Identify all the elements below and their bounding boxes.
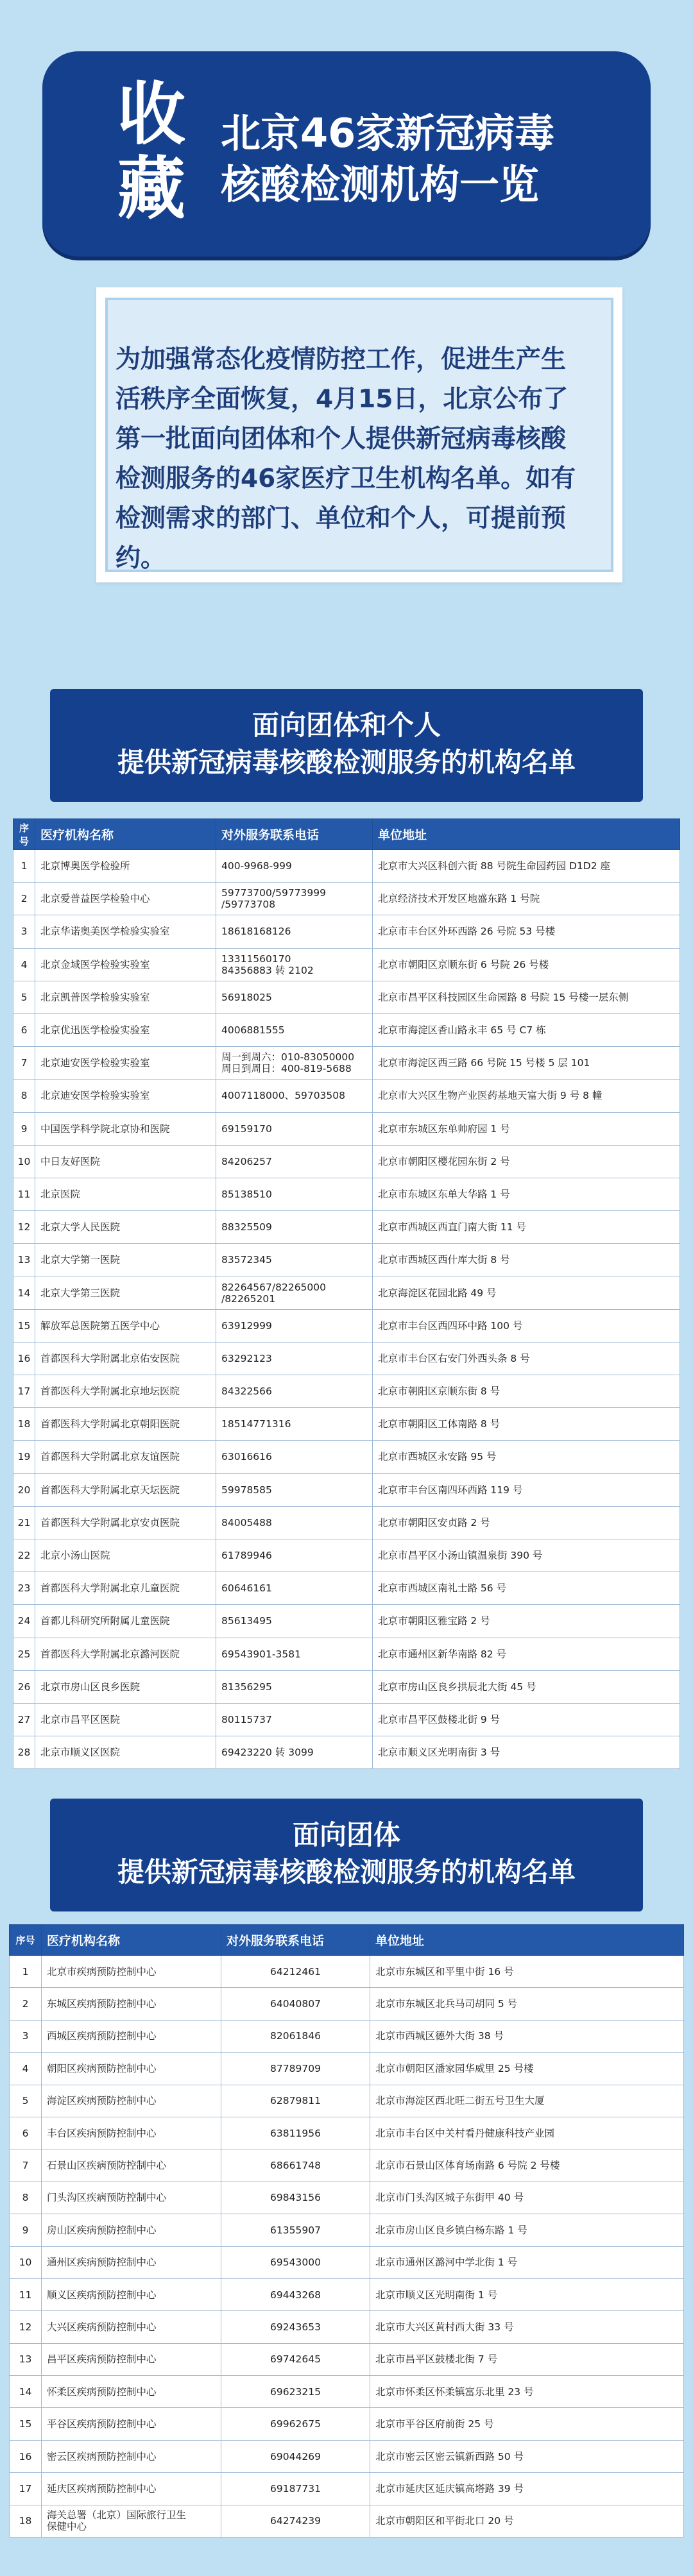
contact-phone: 84322566 — [216, 1375, 373, 1408]
row-number: 24 — [13, 1605, 35, 1638]
contact-phone: 84005488 — [216, 1506, 373, 1539]
institution-name: 首都医科大学附属北京地坛医院 — [35, 1375, 216, 1408]
institution-name: 首都医科大学附属北京天坛医院 — [35, 1473, 216, 1506]
row-number: 16 — [10, 2440, 42, 2472]
section2-title-line2: 提供新冠病毒核酸检测服务的机构名单 — [117, 1856, 576, 1888]
section1-table — [13, 818, 680, 1769]
row-number: 11 — [10, 2278, 42, 2310]
institution-name: 北京金域医学检验实验室 — [35, 948, 216, 981]
row-number: 6 — [10, 2117, 42, 2149]
table-row — [10, 2311, 684, 2343]
intro-text: 为加强常态化疫情防控工作，促进生产生活秩序全面恢复，4月15日，北京公布了第一批面向团体和个人提供新冠病毒核酸检测服务的46家医疗卫生机构名单。如有检测需求的部门、单位和个人，可提前预约。 — [116, 345, 576, 573]
table-row — [10, 2053, 684, 2085]
row-number: 18 — [10, 2505, 42, 2537]
contact-phone: 69543000 — [221, 2246, 370, 2278]
institution-name: 北京大学第一医院 — [35, 1244, 216, 1276]
row-number: 11 — [13, 1178, 35, 1210]
contact-phone: 59978585 — [216, 1473, 373, 1506]
header-address: 单位地址 — [373, 819, 680, 850]
institution-name: 房山区疾病预防控制中心 — [42, 2214, 221, 2246]
address: 北京市西城区南礼士路 56 号 — [373, 1572, 680, 1605]
header-address: 单位地址 — [370, 1925, 684, 1956]
header-no: 序号 — [10, 1925, 42, 1956]
address: 北京市顺义区光明南街 3 号 — [373, 1736, 680, 1769]
institution-name: 北京华诺奥美医学检验实验室 — [35, 915, 216, 948]
contact-phone: 69843156 — [221, 2182, 370, 2214]
row-number: 12 — [10, 2311, 42, 2343]
contact-phone: 64040807 — [221, 1988, 370, 2020]
table-row — [13, 1638, 680, 1670]
row-number: 2 — [10, 1988, 42, 2020]
table-row — [10, 2117, 684, 2149]
institution-name: 平谷区疾病预防控制中心 — [42, 2408, 221, 2440]
section2-table — [9, 1924, 684, 2538]
contact-phone: 63811956 — [221, 2117, 370, 2149]
contact-phone: 18618168126 — [216, 915, 373, 948]
table-row — [13, 1342, 680, 1375]
row-number: 4 — [10, 2053, 42, 2085]
address: 北京市海淀区西三路 66 号院 15 号楼 5 层 101 — [373, 1047, 680, 1080]
address: 北京市门头沟区城子东街甲 40 号 — [370, 2182, 684, 2214]
row-number: 5 — [13, 981, 35, 1013]
institution-name: 顺义区疾病预防控制中心 — [42, 2278, 221, 2310]
contact-phone: 69962675 — [221, 2408, 370, 2440]
row-number: 3 — [10, 2020, 42, 2052]
table-row — [13, 1080, 680, 1112]
table-row — [10, 2020, 684, 2052]
section1-title-line1: 面向团体和个人 — [252, 709, 441, 741]
contact-phone: 63912999 — [216, 1309, 373, 1342]
table-row — [10, 2182, 684, 2214]
contact-phone: 69187731 — [221, 2473, 370, 2505]
address: 北京市石景山区体育场南路 6 号院 2 号楼 — [370, 2149, 684, 2182]
row-number: 10 — [10, 2246, 42, 2278]
address: 北京市朝阳区工体南路 8 号 — [373, 1408, 680, 1441]
contact-phone: 59773700/59773999 /59773708 — [216, 883, 373, 915]
contact-phone: 82061846 — [221, 2020, 370, 2052]
page-title-line1: 北京46家新冠病毒 — [221, 110, 555, 157]
address: 北京市西城区永安路 95 号 — [373, 1441, 680, 1473]
contact-phone: 69423220 转 3099 — [216, 1736, 373, 1769]
contact-phone: 周一到周六：010-83050000 周日到周日：400-819-5688 — [216, 1047, 373, 1080]
address: 北京市朝阳区和平街北口 20 号 — [370, 2505, 684, 2537]
contact-phone: 85138510 — [216, 1178, 373, 1210]
row-number: 2 — [13, 883, 35, 915]
table-row — [13, 1572, 680, 1605]
institution-name: 首都儿科研究所附属儿童医院 — [35, 1605, 216, 1638]
address: 北京市密云区密云镇新西路 50 号 — [370, 2440, 684, 2472]
contact-phone: 69443268 — [221, 2278, 370, 2310]
header-name: 医疗机构名称 — [35, 819, 216, 850]
institution-name: 北京医院 — [35, 1178, 216, 1210]
contact-phone: 63016616 — [216, 1441, 373, 1473]
table-row — [10, 2408, 684, 2440]
contact-phone: 68661748 — [221, 2149, 370, 2182]
row-number: 4 — [13, 948, 35, 981]
address: 北京市通州区潞河中学北街 1 号 — [370, 2246, 684, 2278]
institution-name: 丰台区疾病预防控制中心 — [42, 2117, 221, 2149]
section1-table-body — [13, 850, 680, 1769]
table-header-row — [13, 819, 680, 850]
row-number: 28 — [13, 1736, 35, 1769]
contact-phone: 60646161 — [216, 1572, 373, 1605]
institution-name: 北京市房山区良乡医院 — [35, 1670, 216, 1703]
institution-name: 北京大学第三医院 — [35, 1276, 216, 1309]
row-number: 17 — [13, 1375, 35, 1408]
table-row — [13, 948, 680, 981]
table-row — [13, 981, 680, 1013]
row-number: 20 — [13, 1473, 35, 1506]
address: 北京市平谷区府前街 25 号 — [370, 2408, 684, 2440]
contact-phone: 82264567/82265000 /82265201 — [216, 1276, 373, 1309]
address: 北京市东城区东单大华路 1 号 — [373, 1178, 680, 1210]
table-row — [13, 1276, 680, 1309]
institution-name: 首都医科大学附属北京潞河医院 — [35, 1638, 216, 1670]
institution-name: 北京迪安医学检验实验室 — [35, 1080, 216, 1112]
section1-title-line2: 提供新冠病毒核酸检测服务的机构名单 — [117, 747, 576, 778]
institution-name: 北京市昌平区医院 — [35, 1703, 216, 1736]
address: 北京市朝阳区樱花园东街 2 号 — [373, 1145, 680, 1178]
row-number: 3 — [13, 915, 35, 948]
table-row — [10, 2505, 684, 2537]
table-row — [13, 850, 680, 883]
address: 北京市房山区良乡镇白杨东路 1 号 — [370, 2214, 684, 2246]
table-row — [13, 883, 680, 915]
table-row — [13, 1473, 680, 1506]
header-phone: 对外服务联系电话 — [216, 819, 373, 850]
institution-name: 北京博奥医学检验所 — [35, 850, 216, 883]
table-row — [10, 1988, 684, 2020]
table-row — [13, 1375, 680, 1408]
table-row — [10, 2343, 684, 2375]
address: 北京海淀区花园北路 49 号 — [373, 1276, 680, 1309]
section2-table-body — [10, 1956, 684, 2538]
page-title — [221, 108, 631, 210]
header-no: 序号 — [13, 819, 35, 850]
contact-phone: 4007118000、59703508 — [216, 1080, 373, 1112]
address: 北京市房山区良乡拱辰北大街 45 号 — [373, 1670, 680, 1703]
contact-phone: 69543901-3581 — [216, 1638, 373, 1670]
table-row — [13, 1736, 680, 1769]
row-number: 1 — [13, 850, 35, 883]
institution-name: 首都医科大学附属北京儿童医院 — [35, 1572, 216, 1605]
institution-name: 北京迪安医学检验实验室 — [35, 1047, 216, 1080]
institution-name: 东城区疾病预防控制中心 — [42, 1988, 221, 2020]
address: 北京市昌平区小汤山镇温泉街 390 号 — [373, 1539, 680, 1572]
institution-name: 首都医科大学附属北京友谊医院 — [35, 1441, 216, 1473]
row-number: 14 — [13, 1276, 35, 1309]
address: 北京市朝阳区潘家园华威里 25 号楼 — [370, 2053, 684, 2085]
institution-name: 石景山区疾病预防控制中心 — [42, 2149, 221, 2182]
row-number: 27 — [13, 1703, 35, 1736]
address: 北京市延庆区延庆镇高塔路 39 号 — [370, 2473, 684, 2505]
institution-name: 北京市疾病预防控制中心 — [42, 1956, 221, 1988]
section2-banner — [50, 1799, 643, 1911]
table-row — [10, 2473, 684, 2505]
address: 北京市西城区西什库大街 8 号 — [373, 1244, 680, 1276]
table-row — [10, 2214, 684, 2246]
collect-badge-line1: 收 — [117, 74, 185, 154]
row-number: 26 — [13, 1670, 35, 1703]
institution-name: 海关总署（北京）国际旅行卫生 保健中心 — [42, 2505, 221, 2537]
table-header-row — [10, 1925, 684, 1956]
address: 北京市昌平区鼓楼北街 7 号 — [370, 2343, 684, 2375]
row-number: 9 — [10, 2214, 42, 2246]
contact-phone: 81356295 — [216, 1670, 373, 1703]
row-number: 14 — [10, 2376, 42, 2408]
address: 北京市通州区新华南路 82 号 — [373, 1638, 680, 1670]
contact-phone: 69623215 — [221, 2376, 370, 2408]
institution-name: 北京凯普医学检验实验室 — [35, 981, 216, 1013]
row-number: 21 — [13, 1506, 35, 1539]
address: 北京市昌平区科技园区生命园路 8 号院 15 号楼一层东侧 — [373, 981, 680, 1013]
address: 北京市东城区北兵马司胡同 5 号 — [370, 1988, 684, 2020]
section2-title-line1: 面向团体 — [292, 1819, 400, 1851]
address: 北京市朝阳区京顺东街 6 号院 26 号楼 — [373, 948, 680, 981]
table-row — [13, 1145, 680, 1178]
address: 北京市昌平区鼓楼北街 9 号 — [373, 1703, 680, 1736]
row-number: 6 — [13, 1013, 35, 1046]
institution-name: 密云区疾病预防控制中心 — [42, 2440, 221, 2472]
contact-phone: 80115737 — [216, 1703, 373, 1736]
address: 北京市东城区和平里中街 16 号 — [370, 1956, 684, 1988]
address: 北京市大兴区生物产业医药基地天富大街 9 号 8 幢 — [373, 1080, 680, 1112]
row-number: 7 — [10, 2149, 42, 2182]
row-number: 15 — [13, 1309, 35, 1342]
address: 北京市朝阳区京顺东街 8 号 — [373, 1375, 680, 1408]
institution-name: 北京小汤山医院 — [35, 1539, 216, 1572]
address: 北京市丰台区南四环西路 119 号 — [373, 1473, 680, 1506]
address: 北京市丰台区中关村看丹健康科技产业园 — [370, 2117, 684, 2149]
contact-phone: 64274239 — [221, 2505, 370, 2537]
contact-phone: 62879811 — [221, 2085, 370, 2117]
table-row — [10, 2246, 684, 2278]
address: 北京市丰台区西四环中路 100 号 — [373, 1309, 680, 1342]
contact-phone: 56918025 — [216, 981, 373, 1013]
row-number: 13 — [13, 1244, 35, 1276]
institution-name: 首都医科大学附属北京安贞医院 — [35, 1506, 216, 1539]
institution-name: 北京爱普益医学检验中心 — [35, 883, 216, 915]
address: 北京市朝阳区安贞路 2 号 — [373, 1506, 680, 1539]
address: 北京市怀柔区怀柔镇富乐北里 23 号 — [370, 2376, 684, 2408]
table-row — [13, 1211, 680, 1244]
address: 北京市西城区西直门南大街 11 号 — [373, 1211, 680, 1244]
address: 北京市丰台区右安门外西头条 8 号 — [373, 1342, 680, 1375]
institution-name: 北京大学人民医院 — [35, 1211, 216, 1244]
institution-name: 通州区疾病预防控制中心 — [42, 2246, 221, 2278]
institution-name: 朝阳区疾病预防控制中心 — [42, 2053, 221, 2085]
address: 北京市海淀区香山路永丰 65 号 C7 栋 — [373, 1013, 680, 1046]
contact-phone: 61355907 — [221, 2214, 370, 2246]
row-number: 9 — [13, 1112, 35, 1145]
row-number: 15 — [10, 2408, 42, 2440]
table-row — [10, 1956, 684, 1988]
table-row — [10, 2440, 684, 2472]
row-number: 23 — [13, 1572, 35, 1605]
row-number: 18 — [13, 1408, 35, 1441]
row-number: 8 — [10, 2182, 42, 2214]
contact-phone: 87789709 — [221, 2053, 370, 2085]
contact-phone: 88325509 — [216, 1211, 373, 1244]
institution-name: 海淀区疾病预防控制中心 — [42, 2085, 221, 2117]
table-row — [13, 1244, 680, 1276]
address: 北京市朝阳区雅宝路 2 号 — [373, 1605, 680, 1638]
contact-phone: 69159170 — [216, 1112, 373, 1145]
row-number: 25 — [13, 1638, 35, 1670]
institution-name: 怀柔区疾病预防控制中心 — [42, 2376, 221, 2408]
contact-phone: 83572345 — [216, 1244, 373, 1276]
address: 北京市海淀区西北旺二街五号卫生大厦 — [370, 2085, 684, 2117]
table-row — [13, 1605, 680, 1638]
contact-phone: 4006881555 — [216, 1013, 373, 1046]
contact-phone: 13311560170 84356883 转 2102 — [216, 948, 373, 981]
row-number: 10 — [13, 1145, 35, 1178]
table-row — [10, 2278, 684, 2310]
institution-name: 首都医科大学附属北京朝阳医院 — [35, 1408, 216, 1441]
table-row — [13, 1408, 680, 1441]
address: 北京市丰台区外环西路 26 号院 53 号楼 — [373, 915, 680, 948]
table-row — [13, 1670, 680, 1703]
collect-badge-line2: 藏 — [117, 148, 185, 228]
institution-name: 昌平区疾病预防控制中心 — [42, 2343, 221, 2375]
table-row — [13, 1047, 680, 1080]
row-number: 16 — [13, 1342, 35, 1375]
header-banner — [42, 51, 651, 257]
institution-name: 大兴区疾病预防控制中心 — [42, 2311, 221, 2343]
page-title-line2: 核酸检测机构一览 — [221, 161, 540, 208]
table-row — [13, 1112, 680, 1145]
table-row — [13, 1013, 680, 1046]
contact-phone: 85613495 — [216, 1605, 373, 1638]
row-number: 8 — [13, 1080, 35, 1112]
contact-phone: 61789946 — [216, 1539, 373, 1572]
institution-name: 解放军总医院第五医学中心 — [35, 1309, 216, 1342]
header-phone: 对外服务联系电话 — [221, 1925, 370, 1956]
collect-badge — [107, 74, 196, 228]
table-row — [13, 1178, 680, 1210]
table-row — [13, 1506, 680, 1539]
contact-phone: 63292123 — [216, 1342, 373, 1375]
contact-phone: 400-9968-999 — [216, 850, 373, 883]
address: 北京市顺义区光明南街 1 号 — [370, 2278, 684, 2310]
institution-name: 首都医科大学附属北京佑安医院 — [35, 1342, 216, 1375]
row-number: 12 — [13, 1211, 35, 1244]
table-row — [13, 915, 680, 948]
address: 北京市西城区德外大街 38 号 — [370, 2020, 684, 2052]
institution-name: 北京优迅医学检验实验室 — [35, 1013, 216, 1046]
table-row — [13, 1703, 680, 1736]
contact-phone: 69044269 — [221, 2440, 370, 2472]
row-number: 5 — [10, 2085, 42, 2117]
row-number: 7 — [13, 1047, 35, 1080]
table-row — [10, 2376, 684, 2408]
contact-phone: 69243653 — [221, 2311, 370, 2343]
row-number: 17 — [10, 2473, 42, 2505]
row-number: 13 — [10, 2343, 42, 2375]
contact-phone: 18514771316 — [216, 1408, 373, 1441]
contact-phone: 64212461 — [221, 1956, 370, 1988]
contact-phone: 84206257 — [216, 1145, 373, 1178]
address: 北京市东城区东单帅府园 1 号 — [373, 1112, 680, 1145]
institution-name: 门头沟区疾病预防控制中心 — [42, 2182, 221, 2214]
row-number: 1 — [10, 1956, 42, 1988]
header-name: 医疗机构名称 — [42, 1925, 221, 1956]
institution-name: 北京市顺义区医院 — [35, 1736, 216, 1769]
table-row — [10, 2085, 684, 2117]
table-row — [10, 2149, 684, 2182]
section1-banner — [50, 689, 643, 802]
table-row — [13, 1441, 680, 1473]
row-number: 19 — [13, 1441, 35, 1473]
address: 北京市大兴区黄村西大街 33 号 — [370, 2311, 684, 2343]
table-row — [13, 1539, 680, 1572]
institution-name: 中国医学科学院北京协和医院 — [35, 1112, 216, 1145]
contact-phone: 69742645 — [221, 2343, 370, 2375]
address: 北京市大兴区科创六街 88 号院生命园药园 D1D2 座 — [373, 850, 680, 883]
table-row — [13, 1309, 680, 1342]
institution-name: 西城区疾病预防控制中心 — [42, 2020, 221, 2052]
institution-name: 中日友好医院 — [35, 1145, 216, 1178]
row-number: 22 — [13, 1539, 35, 1572]
institution-name: 延庆区疾病预防控制中心 — [42, 2473, 221, 2505]
address: 北京经济技术开发区地盛东路 1 号院 — [373, 883, 680, 915]
